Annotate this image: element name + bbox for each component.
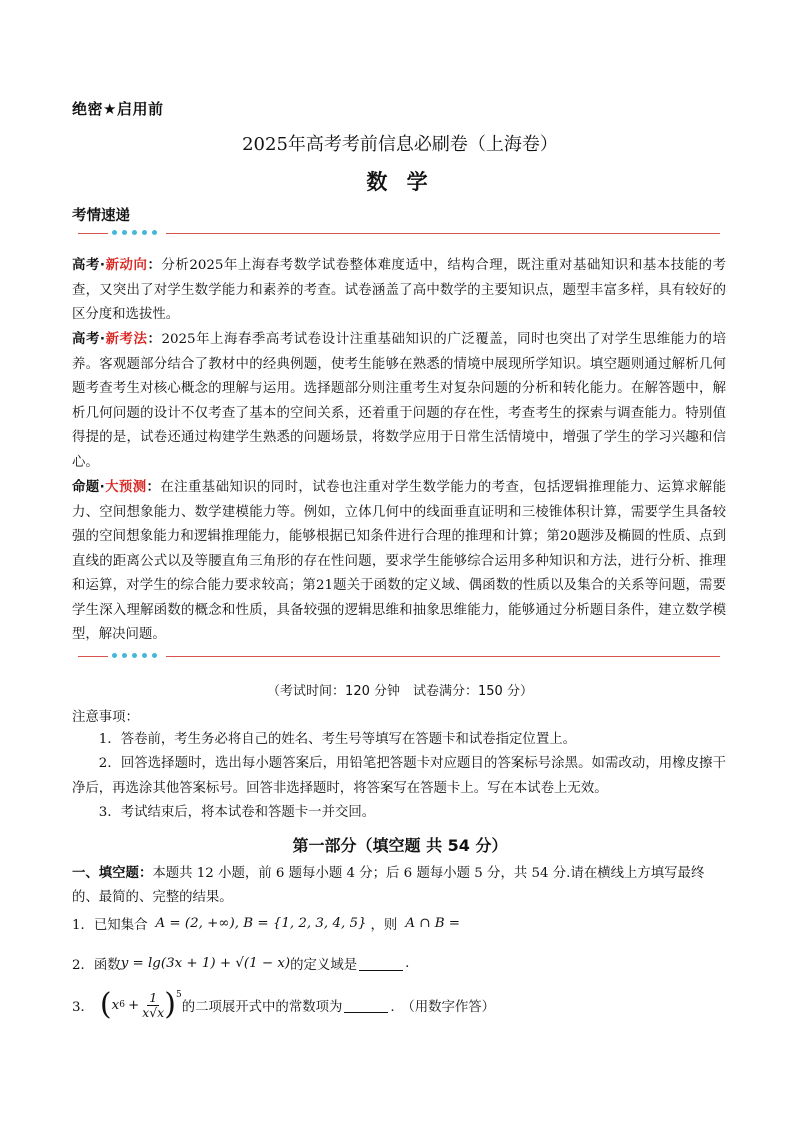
answer-blank[interactable] xyxy=(359,956,403,971)
question-2: 2． 函数 y = lg(3x + 1) + √(1 − x) 的定义域是 . xyxy=(72,956,410,973)
notice-item-2: 2．回答选择题时，选出每小题答案后，用铅笔把答题卡对应题目的答案标号涂黑。如需改动，用橡皮擦干净后，再选涂其他答案标号。回答非选择题时，将答案写在答题卡上。写在本试卷上无效。 xyxy=(72,756,726,796)
intro-paragraph-2: 高考·新考法：2025年上海春季高考试卷设计注重基础知识的广泛覆盖，同时也突出了对学生思维能力的培养。客观题部分结合了教材中的经典例题，使考生能够在熟悉的情境中展现所学知识。填空题则通过解析几何题考查考生对核心概念的理解与运用。选择题部分则注重考生对复杂问题的分析和转化能力。在解答题中，解析几何问题的设计不仅考查了基本的空间关系，还着重于问题的存在性，考查考生的探索与调查能力。特别值得提的是，试卷还通过构建学生熟悉的问题场景，将数学应用于日常生活情境中，增强了学生的学习兴趣和信心。 xyxy=(72,332,727,470)
notice-item-1: 1．答卷前，考生务必将自己的姓名、考生号等填写在答题卡和试卷指定位置上。 xyxy=(98,732,576,747)
question-3: 3． ( x 6 + $\frac{1}{x√x}$ ) $^5$ 的二项展开式中的常数项为 . （用数字作答） xyxy=(72,987,496,1022)
part-title: 第一部分（填空题 共 54 分） xyxy=(292,836,508,855)
exam-info: （考试时间：120 分钟 试卷满分：150 分） xyxy=(267,684,533,699)
question-1: 1． 已知集合 A = (2, +∞), B = {1, 2, 3, 4, 5} ，则 A ∩ B = xyxy=(72,916,461,933)
page-title: 2025年高考考前信息必刷卷（上海卷） xyxy=(242,134,558,155)
section-instructions: 一、填空题：本题共 12 小题，前 6 题每小题 4 分；后 6 题每小题 5 分，共 54 分.请在横线上方填写最终的、最简的、完整的结果。 xyxy=(72,866,705,905)
decorative-divider xyxy=(78,228,720,240)
notice-title: 注意事项： xyxy=(72,710,139,725)
intro-paragraph-3: 命题·大预测：在注重基础知识的同时，试卷也注重对学生数学能力的考查，包括逻辑推理能力、运算求解能力、空间想象能力、数学建模能力等。例如，立体几何中的线面垂直证明和三棱锥体积计算，需要学生具备较强的空间想象能力和逻辑推理能力，能够根据已知条件进行合理的推理和计算；第20题涉及椭圆的性质、点到直线的距离公式以及等腰直角三角形的存在性问题，要求学生能够综合运用多种知识和方法，进行分析、推理和运算，对学生的综合能力要求较高；第21题关于函数的定义域、偶函数的性质以及集合的关系等问题，需要学生深入理解函数的概念和性质，具备较强的逻辑思维和抽象思维能力，能够通过分析题目条件，建立数学模型，解决问题。 xyxy=(72,480,727,642)
answer-blank[interactable] xyxy=(344,998,388,1013)
confidential-label: 绝密★启用前 xyxy=(72,100,164,118)
fraction: $\frac{1}{x√x}$ xyxy=(142,989,165,1020)
intro-paragraph-1: 高考·新动向：分析2025年上海春考数学试卷整体难度适中，结构合理，既注重对基础知识和基本技能的考查，又突出了对学生数学能力和素养的考查。试卷涵盖了高中数学的主要知识点，题型丰富多样，具有较好的区分度和选拔性。 xyxy=(72,258,727,322)
notice-item-3: 3．考试结束后，将本试卷和答题卡一并交回。 xyxy=(98,805,376,820)
section-heading: 考情速递 xyxy=(72,208,130,224)
decorative-divider xyxy=(78,651,720,663)
subject-title: 数 学 xyxy=(366,169,434,194)
